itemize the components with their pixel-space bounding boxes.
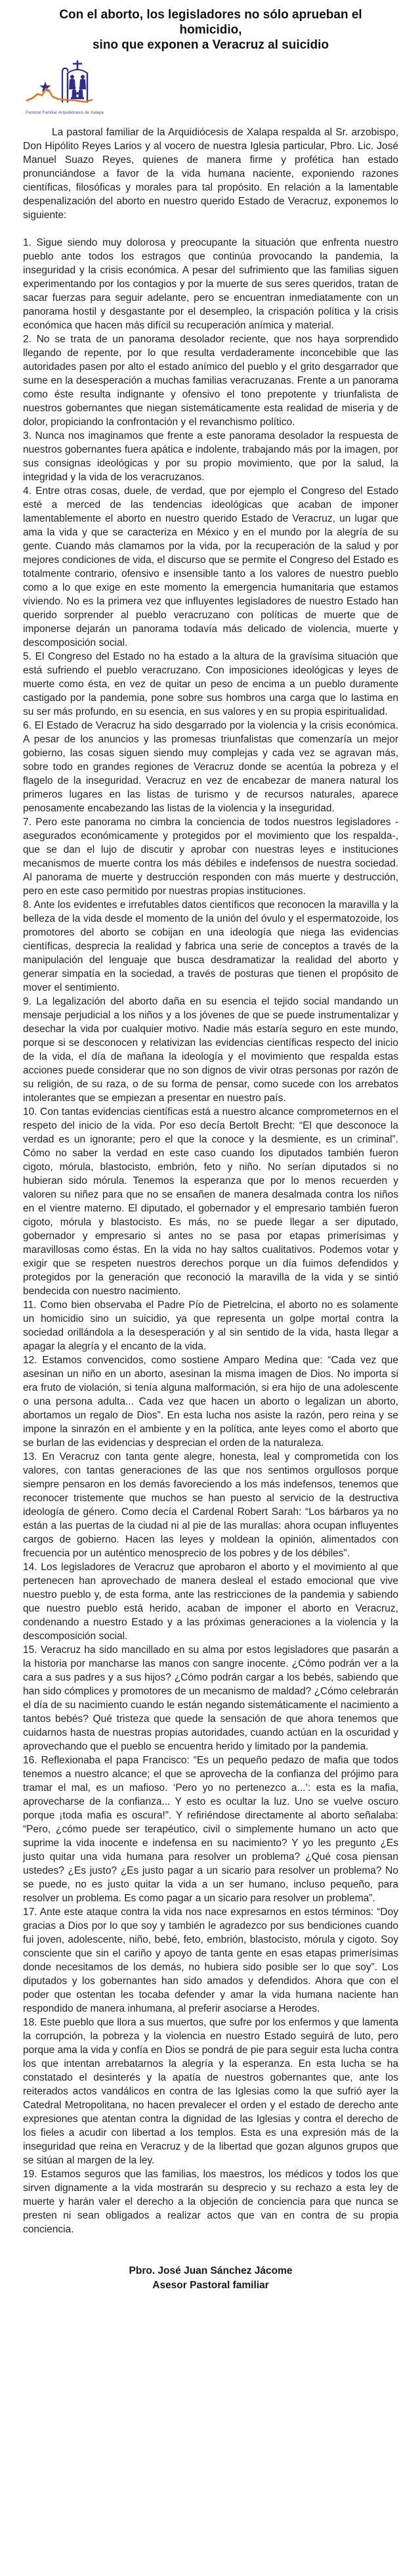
numbered-paragraph: 17. Ante este ataque contra la vida nos nace expresarnos en estos términos: “Doy gracias a Dios por lo que soy y también le agradezco por sus bendiciones cuando fui joven, adolescente, niño, bebé, feto, embrión, blastocisto, mórula y cigoto. Soy consciente que sin el cariño y apoyo de tanta gente en esas etapas primerísimas donde necesitamos de los demás, no hubiera sido posible ser lo que soy”. Los diputados y los gobernantes han sido amados y defendidos. Ahora que con el poder que ostentan les tocaba defender y amar la vida humana naciente han respondido de manera inhumana, al preferir asociarse a Herodes. [23,1907,398,2015]
numbered-paragraph: 18. Este pueblo que llora a sus muertos, que sufre por los enfermos y que lamenta la corrupción, la pobreza y la violencia en nuestro Estado seguirá de luto, pero porque ama la vida y confía en Dios se pondrá de pie para seguir esta lucha contra los que intentan arrebatarnos la alegría y la esperanza. En esta lucha se ha constatado el desinterés y la apatía de nuestros gobernantes que, ante los reiterados actos vandálicos en contra de las Iglesias como la que sufrió ayer la Catedral Metropolitana, no hacen prevalecer el orden y el estado de derecho ante expresiones que atentan contra la dignidad de las Iglesias y contra el derecho de los fieles a acudir con libertad a los templos. Esta es una expresión más de la inseguridad que reina en Veracruz y de la libertad que gozan algunos grupos que se sitúan al margen de la ley. [23,2017,398,2167]
document-title-line1: Con el aborto, los legisladores no sólo aprueban el homicidio, [59,8,362,37]
numbered-paragraph: 10. Con tantas evidencias científicas está a nuestro alcance comprometernos en el respeto del inicio de la vida. Por eso decía Bertolt Brecht: “El que desconoce la verdad es un ignorante; pero el que la conoce y la desmiente, es un criminal”. Cómo no saber la verdad en este caso cuando los diputados también fueron cigoto, mórula, blastocisto, embrión, feto y niño. No serían diputados si no hubieran sido mórula. Tenemos la esperanza que por lo menos recuerden y valoren su niñez para que no se ensañen de manera desalmada contra los niños en el vientre materno. El diputado, el gobernador y el empresario también fueron cigoto, mórula y blastocisto. Es más, no se puede llegar a ser diputado, gobernador y empresario si antes no se pasa por etapas primerísimas y maravillosas como éstas. En la vida no hay saltos cualitativos. Podemos votar y exigir que se respeten nuestros derechos porque un día fuimos defendidos y protegidos por la generación que reconoció la maravilla de la vida y se sintió bendecida con nuestro nacimiento. [23,1106,398,1298]
logo-caption: Pastoral Familiar Arquidiócesis de Xalapa [26,111,104,116]
numbered-paragraph: 19. Estamos seguros que las familias, los maestros, los médicos y todos los que sirven dignamente a la vida mostrarán su desprecio y su rechazo a esta ley de muerte y harán valer el derecho a la objeción de conciencia para que nunca se presten ni sean obligados a realizar actos que van en contra de su propia conciencia. [23,2169,398,2236]
pastoral-familiar-logo [26,59,103,115]
paragraph-list [23,236,398,2236]
numbered-paragraph: 5. El Congreso del Estado no ha estado a la altura de la gravísima situación que está sufriendo el pueblo veracruzano. Con imposiciones ideológicas y leyes de muerte como ésta, en vez de quitar un peso de encima a un pueblo duramente castigado por la pandemia, pone sobre sus hombros una carga que lo lastima en su ser más profundo, en su esencia, en sus valores y en su propia espiritualidad. [23,651,398,718]
numbered-paragraph: 2. No se trata de un panorama desolador reciente, que nos haya sorprendido llegando de repente, por lo que resulta verdaderamente inconcebible que las autoridades pasen por alto el estado anímico del pueblo y el grito desgarrador que sume en la desesperación a muchas familias veracruzanas. Frente a un panorama como éste resulta indignante y ofensivo el tono prepotente y triunfalista de nuestros gobernantes que niegan sistemáticamente esta realidad de miseria y de dolor, propiciando la confrontación y el revanchismo político. [23,334,398,428]
numbered-paragraph: 9. La legalización del aborto daña en su esencia el tejido social mandando un mensaje perjudicial a los niños y a los jóvenes de que se puede instrumentalizar y desechar la vida por cualquier motivo. Nadie más estaría seguro en este mundo, porque si se desconocen y relativizan las evidencias científicas respecto del inicio de la vida, el día de mañana la ideología y el movimiento que respalda estas acciones puede considerar que no son dignos de vivir otras personas por razón de su religión, de su raza, o de su forma de pensar, como sucede con los arrebatos intolerantes que se empiezan a presentar en nuestro país. [23,996,398,1104]
letter-body [23,125,398,2236]
numbered-paragraph: 13. En Veracruz con tanta gente alegre, honesta, leal y comprometida con los valores, con tantas generaciones de las que nos sentimos orgullosos porque siempre pensaron en los demás favoreciendo a los más indefensos, tenemos que reconocer tristemente que muchos se han puesto al servicio de la destructiva ideología de género. Como decía el Cardenal Robert Sarah: “Los bárbaros ya no están a las puertas de la ciudad ni al pie de las murallas: ahora ocupan influyentes cargos de gobierno. Hacen las leyes y moldean la opinión, alimentados con frecuencia por un auténtico menosprecio de los pobres y de los débiles”. [23,1451,398,1560]
numbered-paragraph: 4. Entre otras cosas, duele, de verdad, que por ejemplo el Congreso del Estado esté a merced de las tendencias ideológicas que acaban de imponer lamentablemente el aborto en nuestro querido Estado de Veracruz, un lugar que ama la vida y que se caracteriza en México y en el mundo por la alegría de su gente. Cuando más clamamos por la vida, por la recuperación de la salud y por mejores condiciones de vida, el discurso que se permite el Congreso del Estado es totalmente contrario, ofensivo e insensible tanto a los valores de nuestro pueblo como a lo que exige en este momento la emergencia humanitaria que estamos viviendo. No es la primera vez que influyentes legisladores de nuestro Estado han querido sorprender al pueblo veracruzano con políticas de muerte que de imponerse dejarán un panorama todavía más delicado de violencia, muerte y descomposición social. [23,486,398,649]
intro-paragraph: La pastoral familiar de la Arquidiócesis de Xalapa respalda al Sr. arzobispo, Don Hipólito Reyes Larios y al vocero de nuestra Iglesia particular, Pbro. Lic. José Manuel Suazo Reyes, quienes de manera firme y profética han estado pronunciándose a favor de la vida humana naciente, exponiendo razones científicas, filosóficas y morales para tal propósito. En relación a la lamentable despenalización del aborto en nuestro querido Estado de Veracruz, exponemos lo siguiente: [23,127,398,221]
cross-icon [73,60,82,70]
numbered-paragraph: 7. Pero este panorama no cimbra la conciencia de todos nuestros legisladores -asegurados económicamente y protegidos por el movimiento que los respalda-, que se dan el lujo de discutir y aprobar con nuestras leyes e instituciones mecanismos de muerte contra los más débiles e indefensos de nuestra sociedad. Al panorama de muerte y destrucción responden con más muerte y destrucción, pero en este caso permitido por nuestras propias instituciones. [23,817,398,897]
numbered-paragraph: 16. Reflexionaba el papa Francisco: “Es un pequeño pedazo de mafia que todos tenemos a nuestro alcance; el que se aprovecha de la confianza del prójimo para tramar el mal, es un mafioso. ‘Pero yo no pertenezco a...’: esta es la mafia, aprovecharse de la confianza... Y esto es ocultar la luz. Uno se vuelve oscuro porque ¡toda mafia es oscura!”. Y refiriéndose directamente al aborto señalaba: “Pero, ¿cómo puede ser terapéutico, civil o simplemente humano un acto que suprime la vida inocente e indefensa en su nacimiento? Y yo les pregunto ¿Es justo quitar una vida humana para resolver un problema? ¿Qué cosa piensan ustedes? ¿Es justo? ¿Es justo pagar a un sicario para resolver un problema? No se puede, no es justo quitar la vida a un ser humano, incluso pequeño, para resolver un problema. Es como pagar a un sicario para resolver un problema”. [23,1755,398,1905]
numbered-paragraph: 14. Los legisladores de Veracruz que aprobaron el aborto y el movimiento al que pertenecen han aprovechado de manera desleal el estado emocional que vive nuestro pueblo y, de esta forma, ante las restricciones de la pandemia y sabiendo que nuestro pueblo está herido, acaban de imponer el aborto en Veracruz, condenando a nuestro Estado y a las próximas generaciones a la violencia y la descomposición social. [23,1562,398,1642]
numbered-paragraph: 8. Ante los evidentes e irrefutables datos científicos que reconocen la maravilla y la belleza de la vida desde el momento de la unión del óvulo y el espermatozoide, los promotores del aborto se cobijan en una ideología que niega las evidencias científicas, desprecia la realidad y fabrica una serie de conceptos a través de la manipulación del lenguaje que busca desdramatizar la realidad del aborto y generar simpatía en la sociedad, a través de posturas que tienen el propósito de mover el sentimiento. [23,899,398,994]
pastoral-familiar-emblem-icon [26,59,99,110]
numbered-paragraph: 15. Veracruz ha sido mancillado en su alma por estos legisladores que pasarán a la historia por mancharse las manos con sangre inocente. ¿Cómo podrán ver a la cara a sus padres y a sus hijos? ¿Cómo podrán cargar a los bebés, sabiendo que han sido cómplices y promotores de un mecanismo de maldad? ¿Cómo celebrarán el día de su nacimiento cuando le están negando sistemáticamente el nacimiento a tantos bebés? Qué tristeza que quede la sensación de que ahora tenemos que cuidarnos hasta de nuestras propias autoridades, cuando actúan en la oscuridad y aprovechando que el pueblo se encuentra herido y limitado por la pandemia. [23,1644,398,1753]
numbered-paragraph: 11. Como bien observaba el Padre Pío de Pietrelcina, el aborto no es solamente un homicidio sino un suicidio, ya que representa un golpe mortal contra la sociedad orillándola a la desesperación y al sin sentido de la vida, hasta llegar a apagar la alegría y el encanto de la vida. [23,1299,398,1353]
family-figures-icon [69,75,86,99]
signature-name: Pbro. José Juan Sánchez Jácome [129,2265,293,2277]
canopy-arc [67,70,88,74]
document-title [30,8,392,53]
numbered-paragraph: 6. El Estado de Veracruz ha sido desgarrado por la violencia y la crisis económica. A pesar de los anuncios y las promesas triunfalistas que comenzaría un mejor gobierno, las cosas siguen siendo muy complejas y cada vez se agravan más, sobre todo en grandes regiones de Veracruz donde se acentúa la pobreza y el flagelo de la inseguridad. Veracruz en vez de encabezar de manera natural los primeros lugares en las listas de turismo y de recursos naturales, aparece penosamente encabezando las listas de la violencia y la inseguridad. [23,720,398,815]
document-title-line2: sino que exponen a Veracruz al suicidio [92,37,329,52]
numbered-paragraph: 1. Sigue siendo muy dolorosa y preocupante la situación que enfrenta nuestro pueblo ante todos los estragos que continúa provocando la pandemia, la inseguridad y la crisis económica. A pesar del sufrimiento que las familias siguen experimentando por los contagios y por la muerte de sus seres queridos, tratan de sacar fuerzas para seguir adelante, pero se encuentran inmediatamente con un panorama hostil y desgastante por el desempleo, la crispación política y la crisis económica que hacen más difícil su recuperación anímica y material. [23,237,398,332]
numbered-paragraph: 12. Estamos convencidos, como sostiene Amparo Medina que: “Cada vez que asesinan un niño en un aborto, asesinan la misma imagen de Dios. No importa si era fruto de violación, si tenía alguna malformación, si era hijo de una adolescente o una persona adulta... Cada vez que hacen un aborto o legalizan un aborto, abortamos un regalo de Dios”. En esta lucha nos asiste la razón, pero reina y se impone la sinrazón en el ambiente y en la política, ante leyes como el aborto que se burlan de las evidencias y desprecian el orden de la naturaleza. [23,1355,398,1449]
signature-role: Asesor Pastoral familiar [152,2280,269,2292]
signature-block [23,2264,398,2293]
numbered-paragraph: 3. Nunca nos imaginamos que frente a este panorama desolador la respuesta de nuestros gobernantes fuera apática e indolente, trabajando más por la imagen, por sus consignas ideológicas y por su propio movimiento, que por la salud, la integridad y la vida de los veracruzanos. [23,430,398,484]
